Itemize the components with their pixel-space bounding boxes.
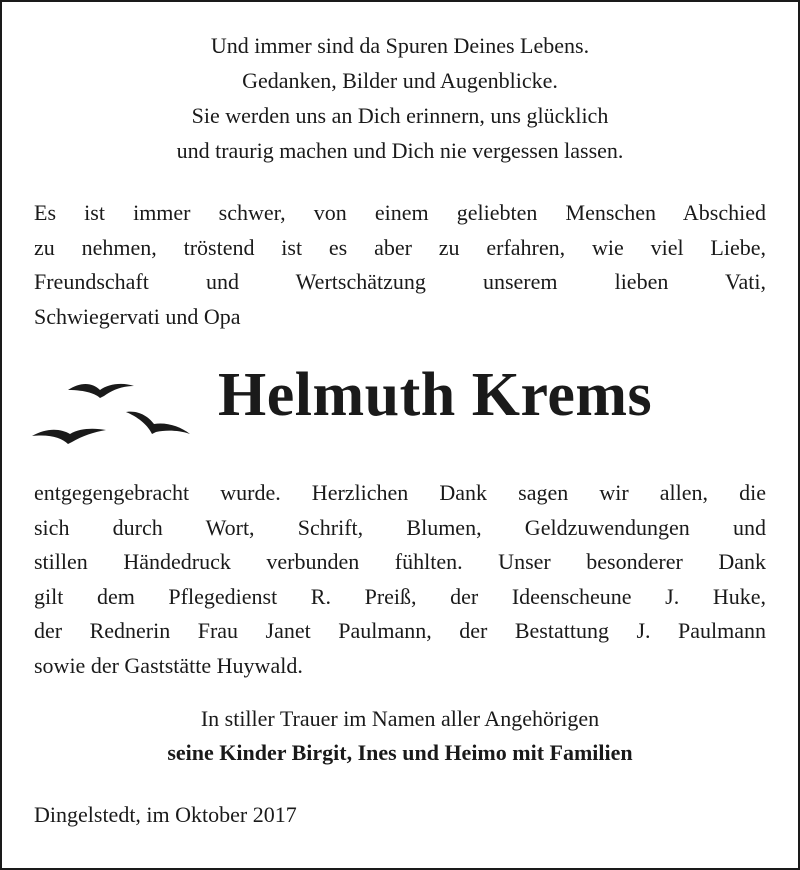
paragraph-line: sowie der Gaststätte Huywald. [34, 652, 303, 678]
paragraph-line: zu nehmen, tröstend ist es aber zu erfahren, wie viel Liebe, [34, 234, 766, 260]
paragraph-line: der Rednerin Frau Janet Paulmann, der Bestattung J. Paulmann [34, 618, 766, 643]
poem-line: und traurig machen und Dich nie vergessen lassen. [176, 138, 624, 163]
poem [34, 28, 766, 168]
paragraph-line: Freundschaft und Wertschätzung unserem lieben Vati, [34, 269, 766, 294]
paragraph-line: Es ist immer schwer, von einem geliebten Menschen Abschied [34, 200, 766, 225]
deceased-name: Helmuth Krems [218, 361, 653, 429]
place-date: Dingelstedt, im Oktober 2017 [34, 802, 297, 827]
paragraph-line: gilt dem Pflegedienst R. Preiß, der Ideenscheune J. Huke, [34, 583, 766, 609]
paragraph-line: Schwiegervati und Opa [34, 303, 241, 329]
paragraph-line: sich durch Wort, Schrift, Blumen, Geldzuwendungen und [34, 514, 766, 540]
paragraph-line: entgegengebracht wurde. Herzlichen Dank sagen wir allen, die [34, 480, 766, 505]
poem-line: Und immer sind da Spuren Deines Lebens. [210, 33, 590, 58]
family-signature: seine Kinder Birgit, Ines und Heimo mit Familien [167, 740, 633, 765]
gratitude-paragraph-intro [34, 196, 766, 334]
poem-line: Gedanken, Bilder und Augenblicke. [242, 68, 558, 93]
gratitude-paragraph-thanks [34, 476, 766, 683]
poem-line: Sie werden uns an Dich erinnern, uns glücklich [191, 103, 609, 128]
closing-block [34, 702, 766, 770]
flying-birds-icon [30, 372, 210, 448]
mourning-line: In stiller Trauer im Namen aller Angehörigen [200, 706, 600, 731]
paragraph-line: stillen Händedruck verbunden fühlten. Unser besonderer Dank [34, 549, 766, 574]
